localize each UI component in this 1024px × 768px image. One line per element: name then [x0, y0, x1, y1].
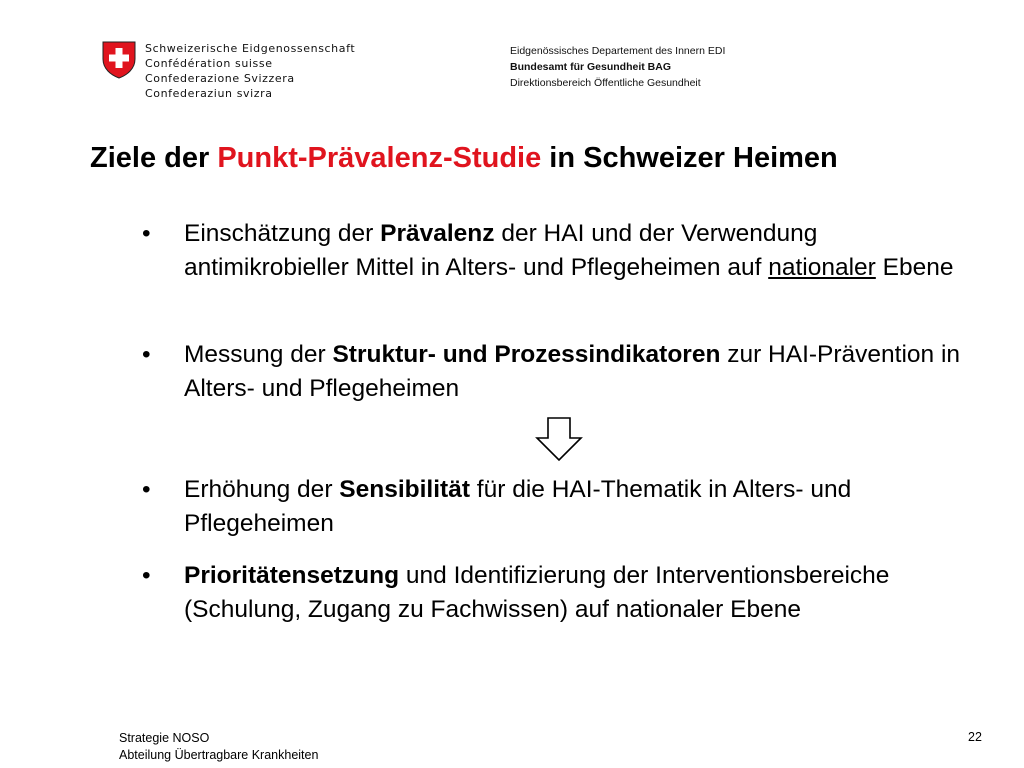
bullet-text: und Identifizierung der Interventionsbereiche (Schulung, Zugang zu Fachwissen) auf nationaler Ebene	[184, 562, 890, 623]
confederation-de: Schweizerische Eidgenossenschaft	[145, 42, 356, 55]
bullet-marker: •	[142, 562, 151, 589]
bullet-text: Einschätzung der	[184, 220, 381, 247]
bullet-sensitivity	[142, 473, 972, 541]
bullet-underlined-text: nationaler	[768, 254, 876, 281]
confederation-names	[145, 41, 355, 101]
confederation-fr: Confédération suisse	[145, 57, 273, 70]
title-highlight: Punkt-Prävalenz-Studie	[217, 142, 542, 174]
bullet-text: zur HAI-Prävention in Alters- und Pflegeheimen	[184, 341, 961, 402]
bullet-text: Messung der	[184, 341, 333, 368]
footer-strategy: Strategie NOSO	[119, 731, 210, 745]
bullet-bold-text: Struktur- und Prozessindikatoren	[332, 341, 721, 368]
confederation-it: Confederazione Svizzera	[145, 72, 295, 85]
confederation-rm: Confederaziun svizra	[145, 87, 273, 100]
bullet-prevalence	[142, 217, 972, 285]
title-suffix: in Schweizer Heimen	[541, 142, 838, 174]
footer-department: Abteilung Übertragbare Krankheiten	[119, 748, 319, 762]
bullet-bold-text: Prävalenz	[380, 220, 495, 247]
office-name: Bundesamt für Gesundheit BAG	[510, 61, 672, 73]
bullet-text: Erhöhung der	[184, 476, 340, 503]
bullet-text: für die HAI-Thematik in Alters- und Pflegeheimen	[184, 476, 852, 537]
title-prefix: Ziele der	[90, 142, 218, 174]
department-block	[510, 43, 725, 91]
bullet-bold-text: Sensibilität	[339, 476, 470, 503]
page-number: 22	[968, 730, 982, 744]
down-arrow-icon	[534, 416, 584, 462]
footer-info	[119, 730, 318, 764]
department-name: Eidgenössisches Departement des Innern EDI	[510, 45, 726, 57]
bullet-bold-text: Prioritätensetzung	[184, 562, 400, 589]
bullet-marker: •	[142, 220, 151, 247]
bullet-prioritization	[142, 559, 972, 627]
swiss-coat-of-arms-icon	[102, 41, 136, 79]
slide-title	[90, 142, 838, 175]
division-name: Direktionsbereich Öffentliche Gesundheit	[510, 77, 701, 89]
bullet-indicators	[142, 338, 972, 406]
bullet-text: Ebene	[875, 254, 954, 281]
bullet-text: der HAI und der Verwendung antimikrobieller Mittel in Alters- und Pflegeheimen auf	[184, 220, 818, 281]
bullet-marker: •	[142, 341, 151, 368]
bullet-marker: •	[142, 476, 151, 503]
